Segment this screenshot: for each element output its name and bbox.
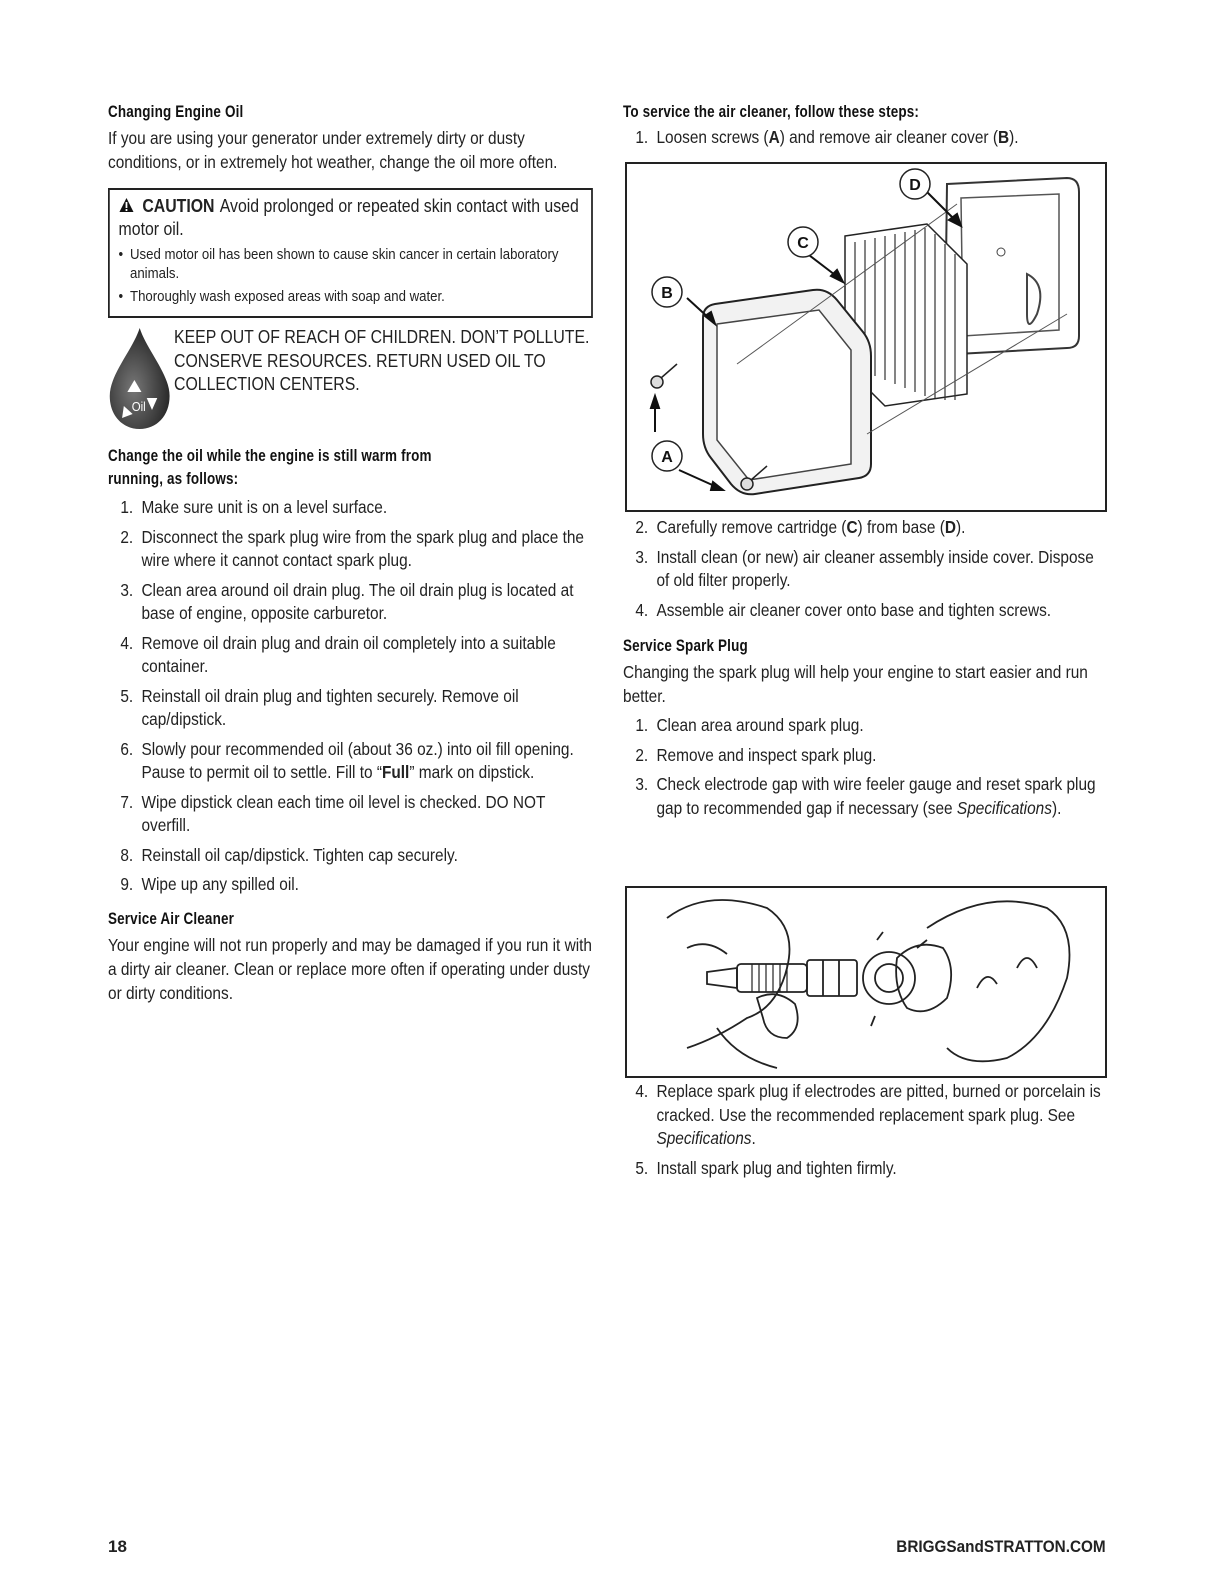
change-steps-heading xyxy=(108,444,544,490)
label-a: A xyxy=(661,449,673,466)
website-link[interactable]: BRIGGSandSTRATTON.COM xyxy=(896,1537,1106,1556)
oil-change-steps xyxy=(108,496,593,897)
spark-plug-steps xyxy=(623,714,1108,820)
list-item: 4. Assemble air cleaner cover onto base and tighten screws. xyxy=(635,599,1052,620)
right-column xyxy=(623,102,1108,1178)
label-c: C xyxy=(797,235,809,252)
list-item: 3. Install clean (or new) air cleaner assembly inside cover. Dispose of old filter properly. xyxy=(635,546,1094,590)
list-item: 1. Loosen screws (A) and remove air cleaner cover (B). xyxy=(635,127,1019,147)
change-steps-heading-line1: Change the oil while the engine is still warm from xyxy=(108,446,432,465)
air-cleaner-text: Your engine will not run properly and may be damaged if you run it with a dirty air cleaner. Clean or replace more often if operating under dusty or dirty conditions. xyxy=(108,934,592,1003)
list-item: 6. Slowly pour recommended oil (about 36 oz.) into oil fill opening. Pause to permit oil to settle. Fill to “Full” mark on dipstick. xyxy=(120,738,574,782)
caution-text: Avoid prolonged or repeated skin contact with used motor oil. xyxy=(118,196,579,239)
label-b: B xyxy=(661,285,673,302)
list-item: 2. Remove and inspect spark plug. xyxy=(635,744,877,765)
label-d: D xyxy=(909,177,921,194)
caution-box xyxy=(108,188,593,318)
change-steps-heading-line2: running, as follows: xyxy=(108,469,239,488)
list-item: 3. Check electrode gap with wire feeler gauge and reset spark plug gap to recommended gap if necessary (see Specifications). xyxy=(635,774,1096,818)
list-item: 4. Replace spark plug if electrodes are pitted, burned or porcelain is cracked. Use the recommended replacement spark plug. See Specifications. xyxy=(635,1081,1101,1148)
caution-label: CAUTION xyxy=(142,196,215,216)
changing-oil-intro: If you are using your generator under extremely dirty or dusty conditions, or in extremely hot weather, change the oil more often. xyxy=(108,128,558,172)
used-oil-text: KEEP OUT OF REACH OF CHILDREN. DON’T POLLUTE. CONSERVE RESOURCES. RETURN USED OIL TO COLLECTION CENTERS. xyxy=(174,327,590,394)
changing-oil-heading: Changing Engine Oil xyxy=(108,102,244,121)
used-oil-notice xyxy=(108,326,593,430)
spark-plug-intro: Changing the spark plug will help your engine to start easier and run better. xyxy=(623,662,1088,706)
oil-recycle-drop-icon xyxy=(108,326,171,430)
spark-steps-continued xyxy=(623,1080,1108,1186)
list-item: 1. Clean area around spark plug. xyxy=(635,715,864,735)
list-item: 2. Disconnect the spark plug wire from the spark plug and place the wire where it cannot contact spark plug. xyxy=(120,526,585,570)
list-item: 3. Clean area around oil drain plug. The oil drain plug is located at base of engine, opposite carburetor. xyxy=(120,579,574,623)
air-cleaner-heading: Service Air Cleaner xyxy=(108,908,235,928)
caution-bullets xyxy=(119,245,584,306)
list-item: 7. Wipe dipstick clean each time oil level is checked. DO NOT overfill. xyxy=(120,791,546,835)
air-steps-list-2 xyxy=(623,516,1108,622)
warning-triangle-icon xyxy=(119,196,143,216)
spark-plug-figure xyxy=(625,886,1107,1078)
list-item: 9. Wipe up any spilled oil. xyxy=(120,874,299,894)
list-item: 1. Make sure unit is on a level surface. xyxy=(120,497,388,517)
list-item: 2. Carefully remove cartridge (C) from base (D). xyxy=(635,517,966,537)
left-column xyxy=(108,102,593,1005)
spark-plug-steps-2 xyxy=(623,1080,1108,1180)
caution-bullet: • Used motor oil has been shown to cause skin cancer in certain laboratory animals. xyxy=(119,245,584,283)
air-steps-heading: To service the air cleaner, follow these steps: xyxy=(623,102,920,121)
list-item: 5. Reinstall oil drain plug and tighten securely. Remove oil cap/dipstick. xyxy=(120,685,519,729)
list-item: 8. Reinstall oil cap/dipstick. Tighten cap securely. xyxy=(120,844,458,865)
list-item: 4. Remove oil drain plug and drain oil completely into a suitable container. xyxy=(120,632,556,676)
caution-head xyxy=(119,195,584,241)
oil-icon-label: Oil xyxy=(131,399,146,415)
spark-plug-heading: Service Spark Plug xyxy=(623,636,748,655)
right-column-inner xyxy=(623,102,1108,150)
air-steps-continued xyxy=(623,516,1108,826)
left-column-inner xyxy=(108,102,593,1005)
air-steps-list-1 xyxy=(623,126,1108,150)
page-number: 18 xyxy=(108,1537,127,1556)
list-item: 5. Install spark plug and tighten firmly. xyxy=(635,1157,897,1178)
caution-bullet: • Thoroughly wash exposed areas with soap and water. xyxy=(119,287,584,306)
air-cleaner-figure xyxy=(625,162,1107,512)
